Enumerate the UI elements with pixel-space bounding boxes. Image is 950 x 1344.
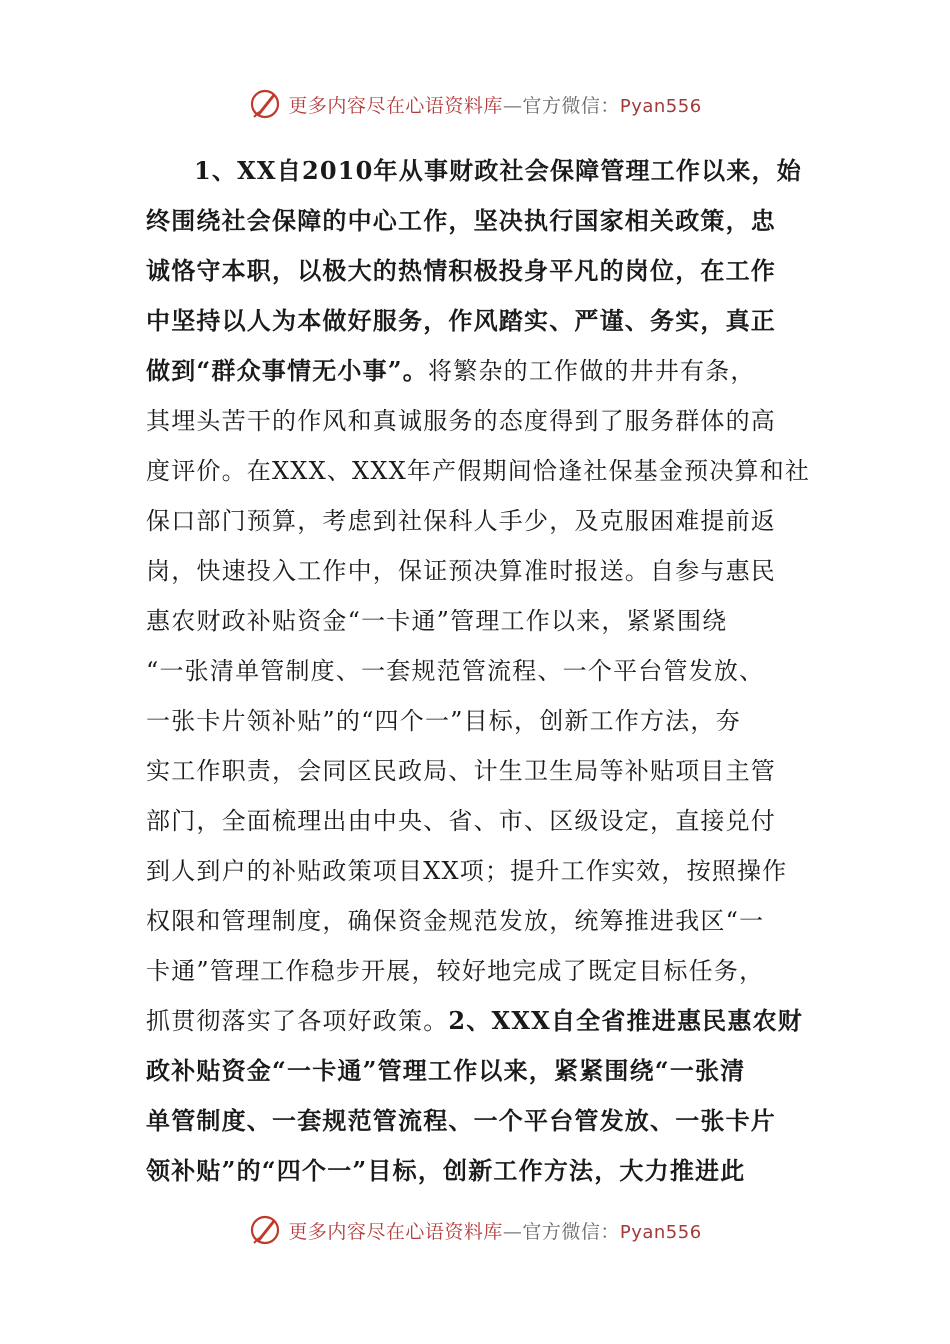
text-line: 政补贴资金“一卡通”管理工作以来，紧紧围绕“一张清 bbox=[146, 1056, 746, 1085]
text-segment-bold: 做到“群众事情无小事”。 bbox=[146, 356, 429, 385]
header-watermark bbox=[0, 86, 950, 122]
watermark-label: 官方微信： bbox=[522, 1220, 620, 1243]
watermark-label: 官方微信： bbox=[522, 94, 620, 117]
text-line: 单管制度、一套规范管流程、一个平台管发放、一张卡片 bbox=[146, 1106, 776, 1135]
text-line: 卡通”管理工作稳步开展，较好地完成了既定目标任务， bbox=[146, 957, 765, 985]
text-line: 一张卡片领补贴”的“四个一”目标，创新工作方法，夯 bbox=[146, 707, 741, 735]
quill-pen-logo-icon bbox=[248, 1213, 282, 1247]
watermark-dash: — bbox=[502, 94, 523, 117]
text-line: 领补贴”的“四个一”目标，创新工作方法，大力推进此 bbox=[146, 1156, 746, 1185]
text-line: 中坚持以人为本做好服务，作风踏实、严谨、务实，真正 bbox=[146, 306, 776, 335]
text-line: 实工作职责，会同区民政局、计生卫生局等补贴项目主管 bbox=[146, 757, 776, 785]
text-line: 诚恪守本职，以极大的热情积极投身平凡的岗位，在工作 bbox=[146, 256, 776, 285]
text-line: 1、XX自2010年从事财政社会保障管理工作以来，始 bbox=[194, 156, 802, 185]
text-line: 惠农财政补贴资金“一卡通”管理工作以来，紧紧围绕 bbox=[146, 607, 728, 635]
watermark-brand: 更多内容尽在心语资料库 bbox=[288, 94, 503, 117]
text-line: 度评价。在XXX、XXX年产假期间恰逢社保基金预决算和社 bbox=[146, 457, 811, 485]
document-body bbox=[146, 146, 811, 1196]
text-line: 到人到户的补贴政策项目XX项；提升工作实效，按照操作 bbox=[146, 857, 788, 885]
watermark-account: Pyan556 bbox=[619, 95, 702, 117]
watermark-text bbox=[288, 91, 701, 118]
text-line: “一张清单管制度、一套规范管流程、一个平台管发放、 bbox=[146, 657, 765, 685]
text-line-mixed bbox=[146, 996, 803, 1046]
quill-pen-logo-icon bbox=[248, 87, 282, 121]
watermark-text bbox=[288, 1217, 701, 1244]
watermark-dash: — bbox=[502, 1220, 523, 1243]
text-segment-bold: 2、XXX自全省推进惠民惠农财 bbox=[448, 1006, 803, 1035]
text-segment: 将繁杂的工作做的井井有条， bbox=[428, 357, 756, 385]
text-line: 权限和管理制度，确保资金规范发放，统筹推进我区“一 bbox=[146, 907, 765, 935]
footer-watermark bbox=[0, 1212, 950, 1248]
text-line: 保口部门预算，考虑到社保科人手少，及克服困难提前返 bbox=[146, 507, 776, 535]
text-line-mixed bbox=[146, 346, 796, 396]
text-line: 终围绕社会保障的中心工作，坚决执行国家相关政策，忠 bbox=[146, 206, 776, 235]
text-line: 岗，快速投入工作中，保证预决算准时报送。自参与惠民 bbox=[146, 557, 776, 585]
text-line: 其埋头苦干的作风和真诚服务的态度得到了服务群体的高 bbox=[146, 407, 776, 435]
text-line: 部门，全面梳理出由中央、省、市、区级设定，直接兑付 bbox=[146, 807, 776, 835]
watermark-brand: 更多内容尽在心语资料库 bbox=[288, 1220, 503, 1243]
text-segment: 抓贯彻落实了各项好政策。 bbox=[146, 1007, 449, 1035]
watermark-account: Pyan556 bbox=[619, 1221, 702, 1243]
